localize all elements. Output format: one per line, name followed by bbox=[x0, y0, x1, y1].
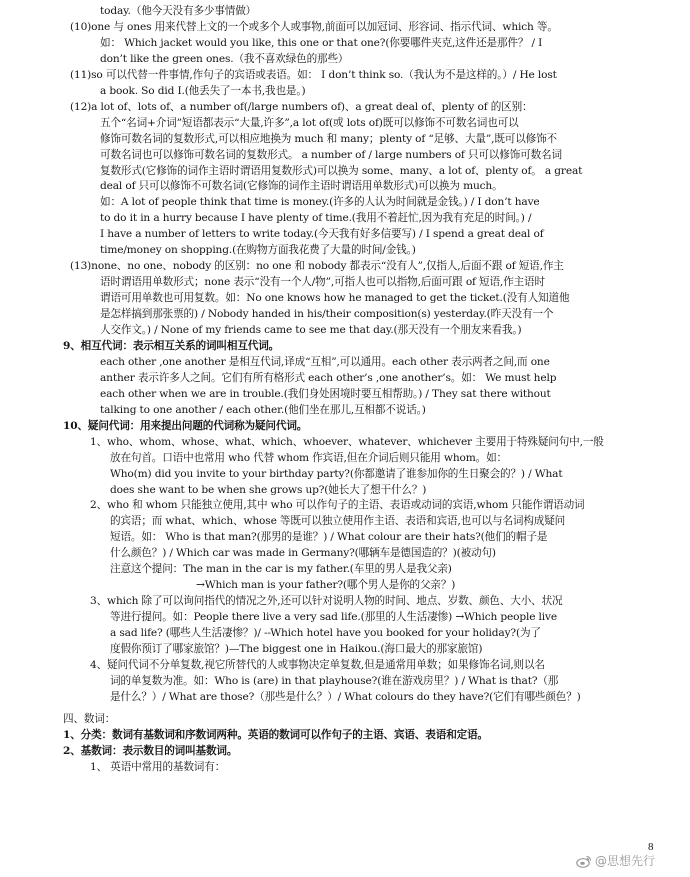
text-line: don’t like the green ones.（我不喜欢绿色的那些） bbox=[100, 52, 349, 65]
text-line: 是怎样搞到那张票的) / Nobody handed in his/their composition(s) yesterday.(昨天没有一个 bbox=[100, 308, 554, 321]
text-line: 复数形式(它修饰的词作主语时谓语用复数形式)可以换为 some、many、a lot of、plenty of。 a great bbox=[100, 164, 583, 177]
text-line: (10)one 与 ones 用来代替上文的一个或多个人或事物,前面可以加冠词、形容词、指示代词、which 等。 bbox=[70, 20, 558, 33]
text-line: 1、who、whom、whose、what、which、whoever、whatever、whichever 主要用于特殊疑问句中,一般 bbox=[90, 435, 604, 448]
text-line: talking to one another / each other.(他们坐在那儿,互相都不说话。) bbox=[100, 403, 426, 416]
text-line: a sad life? (哪些人生活凄惨？)/ --Which hotel have you booked for your holiday?(为了 bbox=[110, 627, 541, 640]
text-line: 1、分类：数词有基数词和序数词两种。英语的数词可以作句子的主语、宾语、表语和定语。 bbox=[63, 728, 488, 741]
text-line: I have a number of letters to write today.(今天我有好多信要写) / I spend a great deal of bbox=[100, 228, 544, 241]
text-line: deal of 只可以修饰不可数名词(它修饰的词作主语时谓语用单数形式)可以换为 much。 bbox=[100, 180, 503, 193]
text-line: 2、基数词：表示数目的词叫基数词。 bbox=[63, 744, 238, 757]
text-line: today.（他今天没有多少事情做） bbox=[100, 5, 257, 17]
text-line: 3、which 除了可以询问指代的情况之外,还可以针对说明人物的时间、地点、岁数、颜色、大小、状况 bbox=[90, 595, 563, 608]
watermark bbox=[576, 854, 655, 869]
text-line: Who(m) did you invite to your birthday party?(你都邀请了谁参加你的生日聚会的？) / What bbox=[110, 467, 563, 480]
text-line: 放在句首。口语中也常用 who 代替 whom 作宾语,但在介词后则只能用 whom。如： bbox=[110, 451, 507, 464]
text-line: time/money on shopping.(在购物方面我花费了大量的时间/金钱。) bbox=[100, 244, 416, 257]
text-line: 词的单复数为准。如：Who is (are) in that playhouse?(谁在游戏房里？) / What is that?（那 bbox=[110, 674, 559, 687]
text-line: 注意这个提问：The man in the car is my father.(车里的男人是我父亲) bbox=[110, 563, 452, 576]
text-line: (13)none、no one、nobody 的区别：no one 和 nobody 都表示“没有人”,仅指人,后面不跟 of 短语,作主 bbox=[70, 260, 564, 273]
weibo-icon bbox=[576, 855, 592, 868]
text-line: 五个“名词+介词”短语都表示“大量,许多”,a lot of(或 lots of)既可以修饰不可数名词也可以 bbox=[100, 116, 519, 129]
text-line: 语时谓语用单数形式；none 表示“没有一个人/物”,可指人也可以指物,后面可跟 of 短语,作主语时 bbox=[100, 276, 545, 289]
text-line: 4、疑问代词不分单复数,视它所替代的人或事物决定单复数,但是通常用单数；如果修饰名词,则以名 bbox=[90, 658, 545, 671]
text-line: 度假你预订了哪家旅馆？)—The biggest one in Haikou.(海口最大的那家旅馆) bbox=[110, 643, 483, 655]
text-line: 10、疑问代词：用来提出问题的代词称为疑问代词。 bbox=[63, 419, 308, 432]
text-line: each other when we are in trouble.(我们身处困境时要互相帮助。) / They sat there without bbox=[100, 387, 551, 400]
watermark-text: @思想先行 bbox=[595, 854, 656, 868]
text-line: 如：A lot of people think that time is money.(许多的人认为时间就是金钱。) / I don’t have bbox=[100, 196, 540, 209]
text-line: 1、 英语中常用的基数词有： bbox=[90, 760, 226, 773]
text-line: a book. So did I.(他丢失了一本书,我也是。) bbox=[100, 84, 306, 97]
text-line: (12)a lot of、lots of、a number of(/large numbers of)、a great deal of、plenty of 的区别： bbox=[70, 100, 533, 113]
text-line: anther 表示许多人之间。它们有所有格形式 each other’s ,one another’s。如： We must help bbox=[100, 371, 557, 384]
text-line: each other ,one another 是相互代词,译成“互相”,可以通用。each other 表示两者之间,而 one bbox=[100, 355, 550, 368]
text-line: 如： Which jacket would you like, this one or that one?(你要哪件夹克,这件还是那件？ / I bbox=[100, 36, 543, 49]
text-line: 2、who 和 whom 只能独立使用,其中 who 可以作句子的主语、表语或动词的宾语,whom 只能作谓语动词 bbox=[90, 499, 585, 512]
text-line: 谓语可用单数也可用复数。如：No one knows how he managed to get the ticket.(没有人知道他 bbox=[100, 292, 570, 305]
text-line: 人交作文。) / None of my friends came to see me that day.(那天没有一个朋友来看我。) bbox=[100, 324, 522, 336]
text-line: 的宾语；而 what、which、whose 等既可以独立使用作主语、表语和宾语,也可以与名词构成疑问 bbox=[110, 515, 566, 528]
text-line: 等进行提问。如：People there live a very sad life.(那里的人生活凄惨) →Which people live bbox=[110, 611, 557, 624]
text-line: 可数名词也可以修饰可数名词的复数形式。 a number of / large numbers of 只可以修饰可数名词 bbox=[100, 148, 562, 161]
text-line: 9、相互代词：表示相互关系的词叫相互代词。 bbox=[63, 339, 280, 352]
text-line: 是什么？）/ What are those?（那些是什么？）/ What colours do they have?(它们有哪些颜色？) bbox=[110, 690, 581, 703]
text-line: 修饰可数名词的复数形式,可以相应地换为 much 和 many；plenty of “足够、大量”,既可以修饰不 bbox=[100, 132, 558, 145]
text-line: (11)so 可以代替一件事情,作句子的宾语或表语。如： I don’t think so.（我认为不是这样的。）/ He lost bbox=[70, 68, 557, 81]
text-line: 什么颜色？) / Which car was made in Germany?(哪辆车是德国造的？)(被动句) bbox=[110, 547, 496, 560]
text-line: →Which man is your father?(哪个男人是你的父亲？) bbox=[196, 579, 456, 592]
page-number: 8 bbox=[648, 841, 654, 853]
text-line: to do it in a hurry because I have plenty of time.(我用不着赶忙,因为我有充足的时间。) / bbox=[100, 212, 532, 225]
text-line: does she want to be when she grows up?(她长大了想干什么？) bbox=[110, 483, 427, 496]
text-line: 短语。如： Who is that man?(那男的是谁？) / What colour are their hats?(他们的帽子是 bbox=[110, 531, 548, 544]
text-line: 四、数词： bbox=[63, 712, 116, 725]
